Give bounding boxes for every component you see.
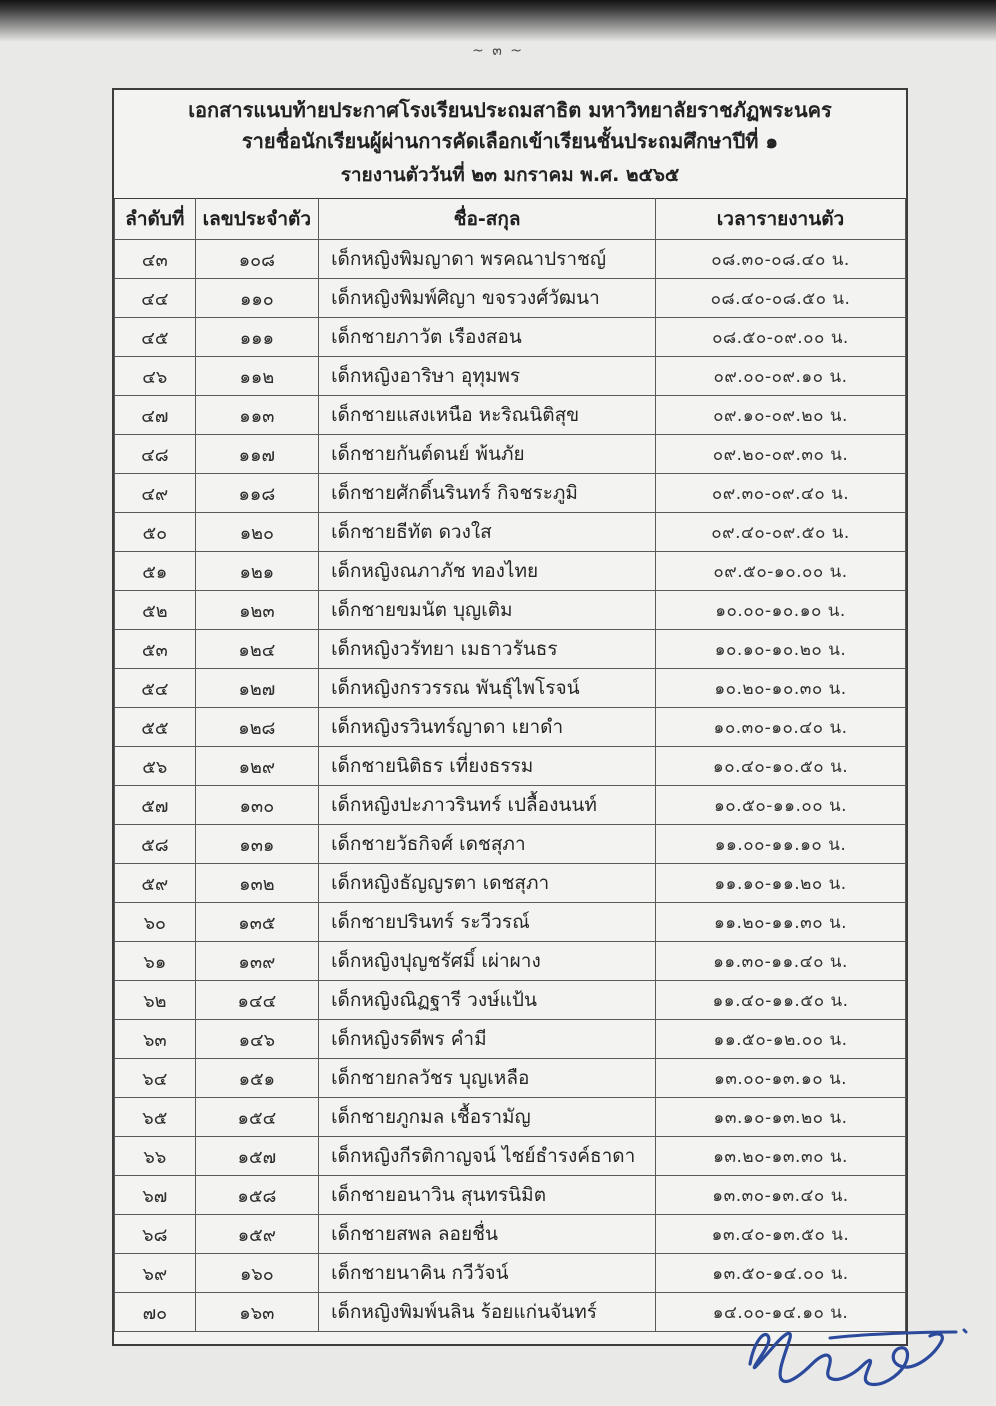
report-time-cell: ๑๐.๑๐-๑๐.๒๐ น. xyxy=(656,630,906,669)
table-row xyxy=(115,591,906,630)
order-cell: ๕๖ xyxy=(115,747,196,786)
name-cell: เด็กชายนิติธร เที่ยงธรรม xyxy=(319,747,656,786)
name-cell: เด็กชายนาคิน กวีวัจน์ xyxy=(319,1254,656,1293)
document-title-block xyxy=(114,90,906,198)
page-number: ~ ๓ ~ xyxy=(472,43,524,59)
student-id-cell: ๑๕๙ xyxy=(195,1215,318,1254)
name-cell: เด็กชายแสงเหนือ หะริณนิติสุข xyxy=(319,396,656,435)
order-cell: ๖๖ xyxy=(115,1137,196,1176)
report-time-cell: ๐๙.๒๐-๐๙.๓๐ น. xyxy=(656,435,906,474)
table-row xyxy=(115,396,906,435)
report-time-cell: ๑๐.๓๐-๑๐.๔๐ น. xyxy=(656,708,906,747)
student-id-cell: ๑๒๗ xyxy=(195,669,318,708)
report-time-cell: ๑๑.๐๐-๑๑.๑๐ น. xyxy=(656,825,906,864)
document-subtitle: รายชื่อนักเรียนผู้ผ่านการคัดเลือกเข้าเรียนชั้นประถมศึกษาปีที่ ๑ xyxy=(241,129,779,153)
student-roster-table xyxy=(114,198,906,1332)
name-cell: เด็กหญิงกรวรรณ พันธุ์ไพโรจน์ xyxy=(319,669,656,708)
name-cell: เด็กชายกลวัชร บุญเหลือ xyxy=(319,1059,656,1098)
name-cell: เด็กหญิงวรัทยา เมธาวรันธร xyxy=(319,630,656,669)
name-cell: เด็กชายวัธกิจศ์ เดชสุภา xyxy=(319,825,656,864)
student-id-cell: ๑๕๘ xyxy=(195,1176,318,1215)
report-time-cell: ๑๑.๔๐-๑๑.๕๐ น. xyxy=(656,981,906,1020)
report-time-cell: ๐๘.๓๐-๐๘.๔๐ น. xyxy=(656,240,906,279)
name-cell: เด็กหญิงพิมพ์นลิน ร้อยแก่นจันทร์ xyxy=(319,1293,656,1332)
report-time-cell: ๐๙.๑๐-๐๙.๒๐ น. xyxy=(656,396,906,435)
report-time-cell: ๑๑.๓๐-๑๑.๔๐ น. xyxy=(656,942,906,981)
order-cell: ๔๖ xyxy=(115,357,196,396)
report-time-cell: ๐๙.๔๐-๐๙.๕๐ น. xyxy=(656,513,906,552)
table-row xyxy=(115,981,906,1020)
name-cell: เด็กหญิงณิฏฐารี วงษ์แป้น xyxy=(319,981,656,1020)
report-time-cell: ๐๙.๕๐-๑๐.๐๐ น. xyxy=(656,552,906,591)
table-row xyxy=(115,1020,906,1059)
student-id-cell: ๑๒๘ xyxy=(195,708,318,747)
order-cell: ๕๔ xyxy=(115,669,196,708)
order-cell: ๖๓ xyxy=(115,1020,196,1059)
order-cell: ๕๙ xyxy=(115,864,196,903)
order-cell: ๖๑ xyxy=(115,942,196,981)
name-cell: เด็กชายธีทัต ดวงใส xyxy=(319,513,656,552)
table-row xyxy=(115,864,906,903)
order-cell: ๔๕ xyxy=(115,318,196,357)
report-time-cell: ๑๓.๔๐-๑๓.๕๐ น. xyxy=(656,1215,906,1254)
name-cell: เด็กชายภาวัต เรืองสอน xyxy=(319,318,656,357)
report-time-cell: ๑๓.๑๐-๑๓.๒๐ น. xyxy=(656,1098,906,1137)
name-cell: เด็กชายขมนัต บุญเติม xyxy=(319,591,656,630)
table-row xyxy=(115,669,906,708)
order-cell: ๔๔ xyxy=(115,279,196,318)
order-cell: ๕๕ xyxy=(115,708,196,747)
header-name: ชื่อ-สกุล xyxy=(319,199,656,240)
name-cell: เด็กชายศักดิ์นรินทร์ กิจชระภูมิ xyxy=(319,474,656,513)
table-row xyxy=(115,747,906,786)
report-time-cell: ๑๑.๒๐-๑๑.๓๐ น. xyxy=(656,903,906,942)
report-time-cell: ๐๘.๕๐-๐๙.๐๐ น. xyxy=(656,318,906,357)
student-id-cell: ๑๑๒ xyxy=(195,357,318,396)
name-cell: เด็กหญิงรดีพร คำมี xyxy=(319,1020,656,1059)
report-time-cell: ๐๙.๐๐-๐๙.๑๐ น. xyxy=(656,357,906,396)
order-cell: ๕๘ xyxy=(115,825,196,864)
student-id-cell: ๑๒๓ xyxy=(195,591,318,630)
name-cell: เด็กชายปรินทร์ ระวีวรณ์ xyxy=(319,903,656,942)
report-time-cell: ๑๑.๑๐-๑๑.๒๐ น. xyxy=(656,864,906,903)
order-cell: ๕๐ xyxy=(115,513,196,552)
student-id-cell: ๑๓๒ xyxy=(195,864,318,903)
report-time-cell: ๐๙.๓๐-๐๙.๔๐ น. xyxy=(656,474,906,513)
table-row xyxy=(115,357,906,396)
table-row xyxy=(115,825,906,864)
student-id-cell: ๑๕๑ xyxy=(195,1059,318,1098)
table-row xyxy=(115,513,906,552)
order-cell: ๕๓ xyxy=(115,630,196,669)
student-id-cell: ๑๖๐ xyxy=(195,1254,318,1293)
student-id-cell: ๑๓๕ xyxy=(195,903,318,942)
table-row xyxy=(115,1098,906,1137)
report-time-cell: ๑๐.๐๐-๑๐.๑๐ น. xyxy=(656,591,906,630)
photo-top-shadow xyxy=(0,0,996,42)
table-row xyxy=(115,1215,906,1254)
report-date-line: รายงานตัววันที่ ๒๓ มกราคม พ.ศ. ๒๕๖๕ xyxy=(340,164,680,186)
table-row xyxy=(115,942,906,981)
report-time-cell: ๑๐.๔๐-๑๐.๕๐ น. xyxy=(656,747,906,786)
order-cell: ๖๗ xyxy=(115,1176,196,1215)
table-body xyxy=(115,240,906,1332)
order-cell: ๖๔ xyxy=(115,1059,196,1098)
name-cell: เด็กหญิงกีรติกาญจน์ ไชย์ธำรงค์ธาดา xyxy=(319,1137,656,1176)
order-cell: ๗๐ xyxy=(115,1293,196,1332)
student-id-cell: ๑๕๗ xyxy=(195,1137,318,1176)
table-row xyxy=(115,240,906,279)
student-id-cell: ๑๓๐ xyxy=(195,786,318,825)
student-id-cell: ๑๓๑ xyxy=(195,825,318,864)
student-id-cell: ๑๐๘ xyxy=(195,240,318,279)
name-cell: เด็กหญิงพิมญาดา พรคณาปราชญ์ xyxy=(319,240,656,279)
table-row xyxy=(115,435,906,474)
name-cell: เด็กหญิงปุญชรัศมิ์ เผ่าผาง xyxy=(319,942,656,981)
table-row xyxy=(115,279,906,318)
order-cell: ๕๗ xyxy=(115,786,196,825)
table-row xyxy=(115,552,906,591)
student-id-cell: ๑๑๗ xyxy=(195,435,318,474)
table-row xyxy=(115,630,906,669)
header-order: ลำดับที่ xyxy=(115,199,196,240)
order-cell: ๕๒ xyxy=(115,591,196,630)
student-id-cell: ๑๒๙ xyxy=(195,747,318,786)
student-id-cell: ๑๒๑ xyxy=(195,552,318,591)
order-cell: ๕๑ xyxy=(115,552,196,591)
order-cell: ๔๓ xyxy=(115,240,196,279)
report-time-cell: ๑๓.๓๐-๑๓.๔๐ น. xyxy=(656,1176,906,1215)
report-time-cell: ๑๐.๒๐-๑๐.๓๐ น. xyxy=(656,669,906,708)
document-title: เอกสารแนบท้ายประกาศโรงเรียนประถมสาธิต มหาวิทยาลัยราชภัฏพระนคร xyxy=(188,98,832,122)
name-cell: เด็กหญิงพิมพ์ศิญา ขจรวงศ์วัฒนา xyxy=(319,279,656,318)
name-cell: เด็กชายภูกมล เชื้อรามัญ xyxy=(319,1098,656,1137)
student-id-cell: ๑๒๔ xyxy=(195,630,318,669)
table-row xyxy=(115,1293,906,1332)
name-cell: เด็กหญิงอาริษา อุทุมพร xyxy=(319,357,656,396)
name-cell: เด็กชายสพล ลอยชื่น xyxy=(319,1215,656,1254)
name-cell: เด็กหญิงรวินทร์ญาดา เยาดำ xyxy=(319,708,656,747)
student-id-cell: ๑๓๙ xyxy=(195,942,318,981)
report-time-cell: ๑๔.๐๐-๑๔.๑๐ น. xyxy=(656,1293,906,1332)
table-row xyxy=(115,1137,906,1176)
document-table-box xyxy=(112,88,908,1346)
table-row xyxy=(115,318,906,357)
student-id-cell: ๑๒๐ xyxy=(195,513,318,552)
student-id-cell: ๑๑๓ xyxy=(195,396,318,435)
student-id-cell: ๑๑๘ xyxy=(195,474,318,513)
order-cell: ๖๐ xyxy=(115,903,196,942)
table-row xyxy=(115,1176,906,1215)
order-cell: ๖๕ xyxy=(115,1098,196,1137)
report-time-cell: ๑๓.๐๐-๑๓.๑๐ น. xyxy=(656,1059,906,1098)
table-header-row xyxy=(115,199,906,240)
report-time-cell: ๑๓.๒๐-๑๓.๓๐ น. xyxy=(656,1137,906,1176)
header-report-time: เวลารายงานตัว xyxy=(656,199,906,240)
name-cell: เด็กหญิงณภาภัช ทองไทย xyxy=(319,552,656,591)
report-time-cell: ๑๐.๕๐-๑๑.๐๐ น. xyxy=(656,786,906,825)
report-time-cell: ๑๓.๕๐-๑๔.๐๐ น. xyxy=(656,1254,906,1293)
table-row xyxy=(115,1254,906,1293)
table-row xyxy=(115,708,906,747)
student-id-cell: ๑๑๑ xyxy=(195,318,318,357)
table-row xyxy=(115,1059,906,1098)
name-cell: เด็กหญิงปะภาวรินทร์ เปลื้องนนท์ xyxy=(319,786,656,825)
header-student-id: เลขประจำตัว xyxy=(195,199,318,240)
order-cell: ๔๙ xyxy=(115,474,196,513)
student-id-cell: ๑๕๔ xyxy=(195,1098,318,1137)
student-id-cell: ๑๖๓ xyxy=(195,1293,318,1332)
table-row xyxy=(115,474,906,513)
name-cell: เด็กหญิงธัญญรตา เดชสุภา xyxy=(319,864,656,903)
report-time-cell: ๑๑.๕๐-๑๒.๐๐ น. xyxy=(656,1020,906,1059)
student-id-cell: ๑๑๐ xyxy=(195,279,318,318)
report-time-cell: ๐๘.๔๐-๐๘.๕๐ น. xyxy=(656,279,906,318)
student-id-cell: ๑๔๔ xyxy=(195,981,318,1020)
order-cell: ๖๘ xyxy=(115,1215,196,1254)
name-cell: เด็กชายอนาวิน สุนทรนิมิต xyxy=(319,1176,656,1215)
table-row xyxy=(115,903,906,942)
order-cell: ๔๗ xyxy=(115,396,196,435)
table-row xyxy=(115,786,906,825)
order-cell: ๖๙ xyxy=(115,1254,196,1293)
name-cell: เด็กชายกันต์ดนย์ พ้นภัย xyxy=(319,435,656,474)
order-cell: ๖๒ xyxy=(115,981,196,1020)
order-cell: ๔๘ xyxy=(115,435,196,474)
student-id-cell: ๑๔๖ xyxy=(195,1020,318,1059)
